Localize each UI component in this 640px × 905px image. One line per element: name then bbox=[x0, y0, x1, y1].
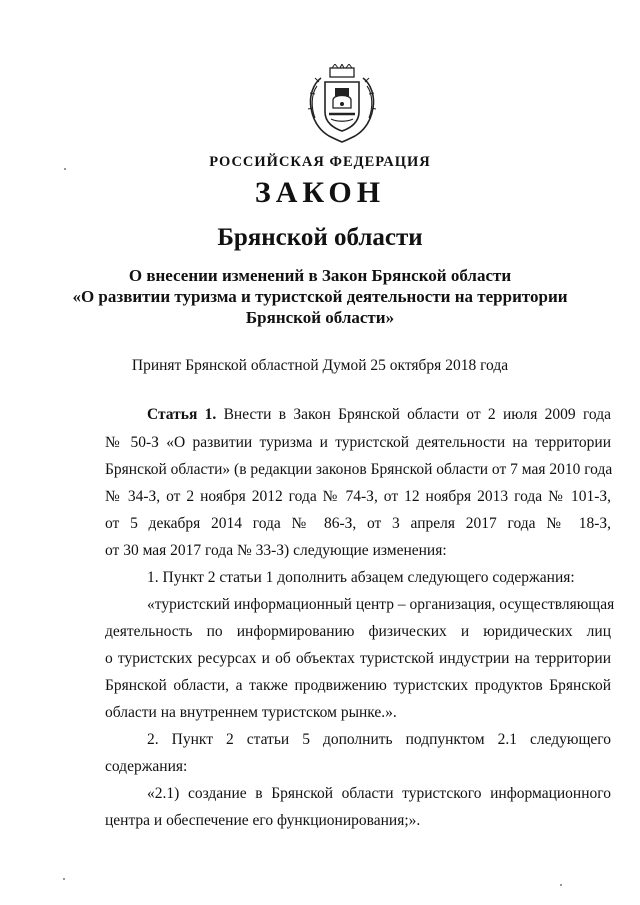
quote-2-line: «2.1) создание в Брянской области туристского информационного bbox=[147, 785, 611, 802]
article-text-line: от 5 декабря 2014 года № 86-З, от 3 апреля 2017 года № 18-З, bbox=[105, 515, 611, 532]
region-heading: Брянской области bbox=[217, 224, 423, 251]
quote-1-line: «туристский информационный центр – организация, осуществляющая bbox=[147, 596, 615, 613]
quote-1-line: о туристских ресурсах и об объектах туристской индустрии на территории bbox=[105, 650, 611, 667]
article-first-line bbox=[147, 406, 611, 424]
scan-speck bbox=[560, 884, 562, 886]
article-text-line: № 34-З, от 2 ноября 2012 года № 74-З, от 12 ноября 2013 года № 101-З, bbox=[105, 488, 611, 505]
item-2: 2. Пункт 2 статьи 5 дополнить подпунктом 2.1 следующего bbox=[147, 731, 611, 748]
scan-speck bbox=[64, 168, 66, 170]
article-text-line: от 30 мая 2017 года № 33-З) следующие изменения: bbox=[105, 542, 447, 559]
country-heading: РОССИЙСКАЯ ФЕДЕРАЦИЯ bbox=[209, 154, 431, 170]
coat-of-arms-icon bbox=[303, 64, 381, 144]
quote-1-line: деятельность по информированию физических и юридических лиц bbox=[105, 623, 611, 640]
article-label: Статья 1. bbox=[147, 406, 217, 423]
article-text-line: № 50-З «О развитии туризма и туристской деятельности на территории bbox=[105, 434, 611, 451]
scan-speck bbox=[63, 878, 65, 880]
document-type-heading: ЗАКОН bbox=[254, 176, 386, 209]
law-title-line: О внесении изменений в Закон Брянской области bbox=[128, 266, 512, 285]
law-title-line: «О развитии туризма и туристской деятельности на территории bbox=[72, 287, 568, 306]
item-1: 1. Пункт 2 статьи 1 дополнить абзацем следующего содержания: bbox=[147, 569, 575, 586]
article-text-line: Брянской области» (в редакции законов Брянской области от 7 мая 2010 года bbox=[105, 461, 613, 478]
quote-1-line: Брянской области, а также продвижению туристских продуктов Брянской bbox=[105, 677, 611, 694]
quote-1-line: области на внутреннем туристском рынке.». bbox=[105, 704, 397, 721]
adoption-note: Принят Брянской областной Думой 25 октября 2018 года bbox=[131, 357, 509, 374]
law-title-line: Брянской области» bbox=[245, 308, 395, 327]
article-text: Внести в Закон Брянской области от 2 июля 2009 года bbox=[223, 406, 611, 423]
quote-2-line: центра и обеспечение его функционирования;». bbox=[105, 812, 421, 829]
item-2-continuation: содержания: bbox=[105, 758, 188, 775]
